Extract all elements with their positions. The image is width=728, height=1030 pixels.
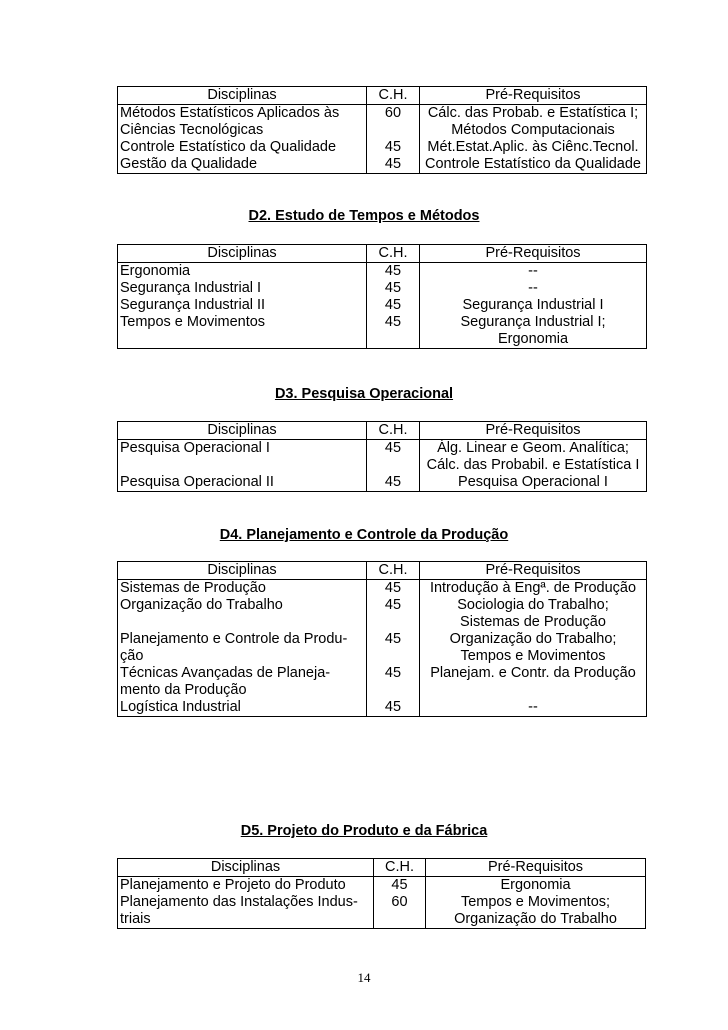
header-ch: C.H. [367,245,420,263]
page-number: 14 [357,970,371,985]
table-row [118,263,647,281]
table-row [118,297,647,314]
table-header-row [118,245,647,263]
pre-requisito-cell: -- [420,699,647,717]
header-disciplinas: Disciplinas [118,87,367,105]
ch-cell: 45 [367,580,420,598]
header-disciplinas: Disciplinas [118,422,367,440]
pre-requisito-cell: Pesquisa Operacional I [420,474,647,492]
ch-cell: 45 [367,665,420,699]
table-row [118,665,647,699]
pre-requisito-cell: Sociologia do Trabalho; Sistemas de Produção [420,597,647,631]
header-disciplinas: Disciplinas [118,245,367,263]
disciplina-cell: Segurança Industrial II [118,297,367,314]
table-header-row [118,87,647,105]
table-row [118,597,647,631]
disciplina-cell: Planejamento das Instalações Indus- triais [118,894,374,929]
header-ch: C.H. [374,859,426,877]
ch-cell: 45 [374,877,426,895]
ch-cell: 60 [367,105,420,140]
header-pre-requisitos: Pré-Requisitos [420,422,647,440]
pre-requisito-cell: -- [420,263,647,281]
disciplina-cell: Tempos e Movimentos [118,314,367,349]
ch-cell: 45 [367,156,420,174]
table-d2 [117,244,647,349]
table-header-row [118,562,647,580]
disciplina-cell: Planejamento e Controle da Produ- ção [118,631,367,665]
disciplina-cell: Logística Industrial [118,699,367,717]
disciplina-cell: Técnicas Avançadas de Planeja- mento da Produção [118,665,367,699]
pre-requisito-cell: Introdução à Engª. de Produção [420,580,647,598]
ch-cell: 45 [367,631,420,665]
ch-cell: 45 [367,699,420,717]
pre-requisito-cell: Organização do Trabalho; Tempos e Movimentos [420,631,647,665]
table-d3 [117,421,647,492]
table-row [118,580,647,598]
table-header-row [118,859,646,877]
header-pre-requisitos: Pré-Requisitos [426,859,646,877]
table-row [118,877,646,895]
pre-requisito-cell: Segurança Industrial I; Ergonomia [420,314,647,349]
table-row [118,699,647,717]
table-row [118,105,647,140]
table-d1-continued [117,86,647,174]
table-row [118,139,647,156]
ch-cell: 45 [367,263,420,281]
table-row [118,474,647,492]
pre-requisito-cell: Mét.Estat.Aplic. às Ciênc.Tecnol. [420,139,647,156]
header-ch: C.H. [367,562,420,580]
ch-cell: 45 [367,314,420,349]
section-title-d3: D3. Pesquisa Operacional [274,386,454,402]
header-ch: C.H. [367,87,420,105]
pre-requisito-cell: Ergonomia [426,877,646,895]
disciplina-cell: Segurança Industrial I [118,280,367,297]
disciplina-cell: Pesquisa Operacional I [118,440,367,475]
table-d5 [117,858,646,929]
pre-requisito-cell: Cálc. das Probab. e Estatística I; Métodos Computacionais [420,105,647,140]
disciplina-cell: Métodos Estatísticos Aplicados às Ciências Tecnológicas [118,105,367,140]
header-pre-requisitos: Pré-Requisitos [420,87,647,105]
header-ch: C.H. [367,422,420,440]
disciplina-cell: Sistemas de Produção [118,580,367,598]
table-header-row [118,422,647,440]
section-title-d2: D2. Estudo de Tempos e Métodos [248,208,480,224]
pre-requisito-cell: Álg. Linear e Geom. Analítica; Cálc. das Probabil. e Estatística I [420,440,647,475]
table-row [118,631,647,665]
disciplina-cell: Ergonomia [118,263,367,281]
table-row [118,314,647,349]
disciplina-cell: Organização do Trabalho [118,597,367,631]
section-title-d4: D4. Planejamento e Controle da Produção [219,527,509,543]
table-row [118,280,647,297]
section-title-d5: D5. Projeto do Produto e da Fábrica [240,823,488,839]
table-row [118,440,647,475]
pre-requisito-cell: Controle Estatístico da Qualidade [420,156,647,174]
ch-cell: 60 [374,894,426,929]
pre-requisito-cell: Tempos e Movimentos; Organização do Trabalho [426,894,646,929]
table-row [118,156,647,174]
header-disciplinas: Disciplinas [118,562,367,580]
header-pre-requisitos: Pré-Requisitos [420,562,647,580]
ch-cell: 45 [367,474,420,492]
disciplina-cell: Pesquisa Operacional II [118,474,367,492]
disciplina-cell: Gestão da Qualidade [118,156,367,174]
ch-cell: 45 [367,139,420,156]
disciplina-cell: Planejamento e Projeto do Produto [118,877,374,895]
ch-cell: 45 [367,440,420,475]
ch-cell: 45 [367,297,420,314]
pre-requisito-cell: Segurança Industrial I [420,297,647,314]
ch-cell: 45 [367,597,420,631]
table-row [118,894,646,929]
pre-requisito-cell: Planejam. e Contr. da Produção [420,665,647,699]
pre-requisito-cell: -- [420,280,647,297]
ch-cell: 45 [367,280,420,297]
table-d4 [117,561,647,717]
disciplina-cell: Controle Estatístico da Qualidade [118,139,367,156]
header-disciplinas: Disciplinas [118,859,374,877]
header-pre-requisitos: Pré-Requisitos [420,245,647,263]
